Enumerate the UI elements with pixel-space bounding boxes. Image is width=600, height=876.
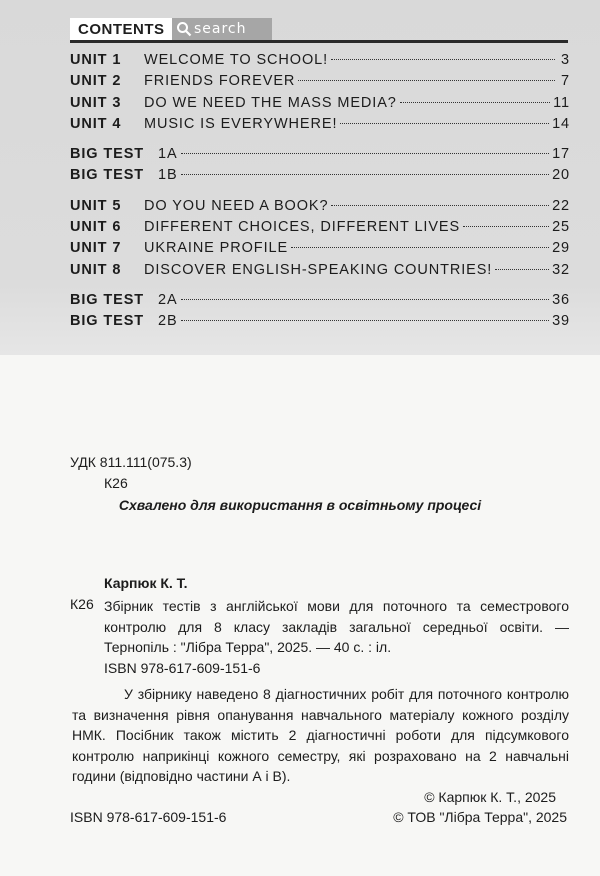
toc-leader xyxy=(400,102,550,103)
toc-leader xyxy=(331,205,549,206)
toc-row[interactable] xyxy=(70,292,570,313)
toc-page: 3 xyxy=(561,52,570,68)
toc-page: 22 xyxy=(552,197,570,214)
toc-label: UNIT 6 xyxy=(70,219,122,236)
toc-label: UNIT 8 xyxy=(70,261,122,278)
approval-note: Схвалено для використання в освітньому процесі xyxy=(118,497,482,513)
toc-leader xyxy=(181,320,550,321)
toc-page: 36 xyxy=(552,291,570,308)
isbn-inline: ISBN 978-617-609-151-6 xyxy=(104,660,261,676)
toc-list xyxy=(70,52,570,335)
toc-title: 1B xyxy=(158,167,178,184)
toc-row[interactable] xyxy=(70,146,570,167)
toc-label: UNIT 3 xyxy=(70,94,122,111)
toc-row[interactable] xyxy=(70,167,570,188)
search-label: search xyxy=(194,21,247,37)
toc-row[interactable] xyxy=(70,73,570,94)
toc-title: DO YOU NEED A BOOK? xyxy=(144,197,329,214)
toc-page: 14 xyxy=(552,115,570,132)
toc-title: DIFFERENT CHOICES, DIFFERENT LIVES xyxy=(144,219,461,236)
toc-row[interactable] xyxy=(70,95,570,116)
toc-page: 25 xyxy=(552,219,570,236)
toc-title: 2A xyxy=(158,291,178,308)
toc-label: UNIT 4 xyxy=(70,115,122,132)
toc-leader xyxy=(181,299,550,300)
toc-title: FRIENDS FOREVER xyxy=(144,73,296,90)
isbn-bottom: ISBN 978-617-609-151-6 xyxy=(70,809,227,825)
toc-leader xyxy=(340,123,549,124)
copyright-publisher: © ТОВ "Лібра Терра", 2025 xyxy=(393,809,567,825)
contents-header xyxy=(70,18,272,40)
toc-label: UNIT 7 xyxy=(70,240,122,257)
toc-title: 1A xyxy=(158,146,178,163)
toc-title: DISCOVER ENGLISH-SPEAKING COUNTRIES! xyxy=(144,261,493,278)
toc-row[interactable] xyxy=(70,262,570,283)
search-icon xyxy=(176,21,192,37)
bibliographic-description: Збірник тестів з англійської мови для поточного та семестрового контролю для 8 класу закладів загальної середньої освіти. — Тернопіль : "Лібра Терра", 2025. — 40 с. : іл. xyxy=(104,598,569,655)
toc-title: UKRAINE PROFILE xyxy=(144,240,289,257)
abstract-paragraph: У збірнику наведено 8 діагностичних робіт для поточного контролю та визначення рівня опанування навчального матеріалу кожного розділу НМК. Посібник також містить 2 діагностичні роботи для підсумкового контролю наприкінці кожного семестру, які розраховано на 2 навчальні години (відповідно частини А і В). xyxy=(72,686,569,784)
toc-title: MUSIC IS EVERYWHERE! xyxy=(144,115,338,132)
toc-row[interactable] xyxy=(70,313,570,334)
toc-label: UNIT 5 xyxy=(70,197,122,214)
copyright-author: © Карпюк К. Т., 2025 xyxy=(424,789,556,805)
toc-title: 2B xyxy=(158,313,178,330)
toc-label: BIG TEST xyxy=(70,146,145,163)
group-gap xyxy=(70,137,570,146)
udk-code: УДК 811.111(075.3) xyxy=(70,454,192,470)
toc-page: 17 xyxy=(552,146,570,163)
group-gap xyxy=(70,189,570,198)
toc-label: BIG TEST xyxy=(70,313,145,330)
toc-leader xyxy=(463,226,549,227)
toc-leader xyxy=(291,247,549,248)
search-box[interactable] xyxy=(172,18,272,40)
toc-row[interactable] xyxy=(70,240,570,261)
k26-side-code: К26 xyxy=(70,596,94,612)
group-gap xyxy=(70,283,570,292)
toc-leader xyxy=(495,269,549,270)
toc-label: UNIT 1 xyxy=(70,52,122,68)
toc-leader xyxy=(298,80,555,81)
k26-code: К26 xyxy=(104,475,128,491)
toc-label: BIG TEST xyxy=(70,291,145,308)
toc-row[interactable] xyxy=(70,52,570,73)
toc-title: WELCOME TO SCHOOL! xyxy=(144,52,329,68)
contents-title: CONTENTS xyxy=(70,18,172,40)
header-rule xyxy=(70,40,568,43)
toc-leader xyxy=(331,59,555,60)
toc-label: BIG TEST xyxy=(70,167,145,184)
toc-leader xyxy=(181,174,550,175)
toc-page: 7 xyxy=(561,73,570,90)
toc-label: UNIT 2 xyxy=(70,73,122,90)
toc-page: 20 xyxy=(552,167,570,184)
toc-row[interactable] xyxy=(70,198,570,219)
toc-page: 39 xyxy=(552,313,570,330)
toc-page: 29 xyxy=(552,240,570,257)
toc-page: 11 xyxy=(553,94,570,111)
toc-leader xyxy=(181,153,550,154)
toc-row[interactable] xyxy=(70,219,570,240)
contents-panel xyxy=(0,0,600,355)
toc-page: 32 xyxy=(552,261,570,278)
author-name: Карпюк К. Т. xyxy=(104,575,188,591)
toc-title: DO WE NEED THE MASS MEDIA? xyxy=(144,94,397,111)
toc-row[interactable] xyxy=(70,116,570,137)
